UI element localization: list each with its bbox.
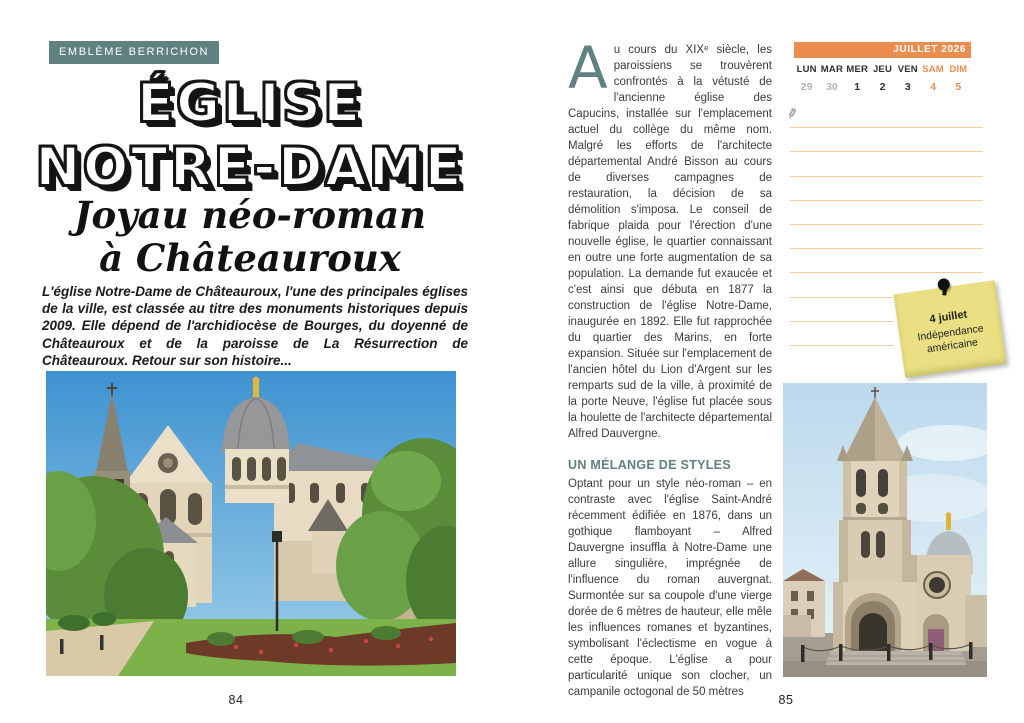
calendar-day-header-lun: LUN (796, 64, 817, 75)
sticky-note (894, 280, 1007, 377)
note-line (790, 104, 983, 128)
title-line-2: NOTRE-DAME (35, 137, 465, 198)
calendar-date-4: 4 (930, 81, 936, 93)
calendar-day-header-mar: MAR (820, 64, 844, 75)
calendar-date-5: 5 (955, 81, 962, 93)
push-pin-icon (937, 278, 951, 292)
calendar-date-1: 1 (854, 81, 861, 93)
calendar-month-label: JUILLET 2026 (893, 44, 966, 55)
calendar-day-header-mer: MER (846, 64, 869, 75)
paragraph-1-block (568, 34, 772, 442)
note-line (790, 322, 894, 346)
page-number-right: 85 (778, 693, 794, 707)
article-title (0, 72, 500, 200)
subtitle-line-2: à Châteauroux (99, 236, 401, 280)
sticky-note-event: Indépendance américaine (916, 322, 985, 356)
church-photo-facade-view (783, 383, 987, 677)
note-line (790, 273, 894, 297)
section-heading: UN MÉLANGE DE STYLES (568, 458, 731, 472)
church-photo-garden-view (46, 371, 456, 676)
subtitle-line-1: Joyau néo-roman (73, 193, 427, 237)
note-line (790, 177, 983, 201)
category-badge: EMBLÈME BERRICHON (49, 41, 219, 64)
street-buildings (783, 569, 825, 637)
paragraph-1: u cours du XIXᵉ siècle, les paroissiens se trouvèrent confrontés à la vétusté de l'ancienne église des Capucins, installée sur l'emplacement actuel du collège du même nom. Malgré les efforts de l'architecte départemental André Bisson au cours de diverses campagnes de restauration, la décision de sa démolition s'imposa. Le conseil de fabrique plaida pour l'érection d'une nouvelle église, le quartier connaissant en outre une forte augmentation de sa population. La demande fut exaucée et c'est ainsi que débuta en 1877 la construction de l'église Notre-Dame, inaugurée en 1892. Elle fut rapprochée du quartier des Marins, en forte expansion. Située sur l'emplacement de l'ancien hôtel du Lion d'Argent sur les remparts sud de la ville, à proximité de la porte Neuve, l'église fut placée sous la houlette de l'architecte départemental Alfred Dauvergne. (568, 44, 772, 440)
calendar-day-header-jeu: JEU (872, 64, 893, 75)
calendar-date-30: 30 (826, 81, 838, 93)
note-line (790, 152, 983, 176)
calendar-dates-row (794, 81, 971, 93)
sticky-note-date: 4 juillet (928, 308, 968, 326)
drop-cap: A (568, 34, 608, 102)
calendar-month-bar (794, 42, 971, 58)
note-line (790, 225, 983, 249)
article-subtitle (0, 194, 500, 280)
note-line (790, 128, 983, 152)
calendar-day-header-ven: VEN (897, 64, 918, 75)
article-body (568, 34, 772, 700)
intro-paragraph: L'église Notre-Dame de Châteauroux, l'une des principales églises de la ville, est classée au titre des monuments historiques depuis 2009. Elle dépend de l'archidiocèse de Bourges, du doyenné de Châteauroux et de la paroisse de La Résurrection de Châteauroux. Retour sur son histoire... (42, 284, 468, 368)
calendar-day-header-sam: SAM (922, 64, 944, 75)
steps (825, 651, 967, 665)
calendar-date-29: 29 (800, 81, 813, 93)
note-line (790, 249, 983, 273)
paragraph-2: Optant pour un style néo-roman – en contraste avec l'église Saint-André récemment édifiée en 1876, dans un gothique flamboyant – Alfred Dauvergne insuffla à Notre-Dame une allure singulière, imprégnée de l'influence du roman auvergnat. Surmontée sur sa coupole d'une vierge dorée de 6 mètres de hauteur, elle mêle les influences romanes et byzantines, symbolisant l'éclectisme en vogue à cette époque. L'église a pour particularité unique son clocher, un campanile octogonal de 50 mètres (568, 478, 772, 698)
note-line (790, 201, 983, 225)
pencil-icon: ✎ (784, 104, 800, 123)
calendar-day-header-dim: DIM (949, 64, 968, 75)
church-facade-illustration (783, 383, 987, 677)
calendar-day-headers (794, 64, 971, 75)
note-line (790, 298, 894, 322)
church-garden-illustration (46, 371, 456, 676)
calendar-date-3: 3 (904, 81, 911, 93)
calendar-date-2: 2 (879, 81, 886, 93)
page-number-left: 84 (228, 693, 244, 707)
title-line-1: ÉGLISE (137, 73, 363, 134)
